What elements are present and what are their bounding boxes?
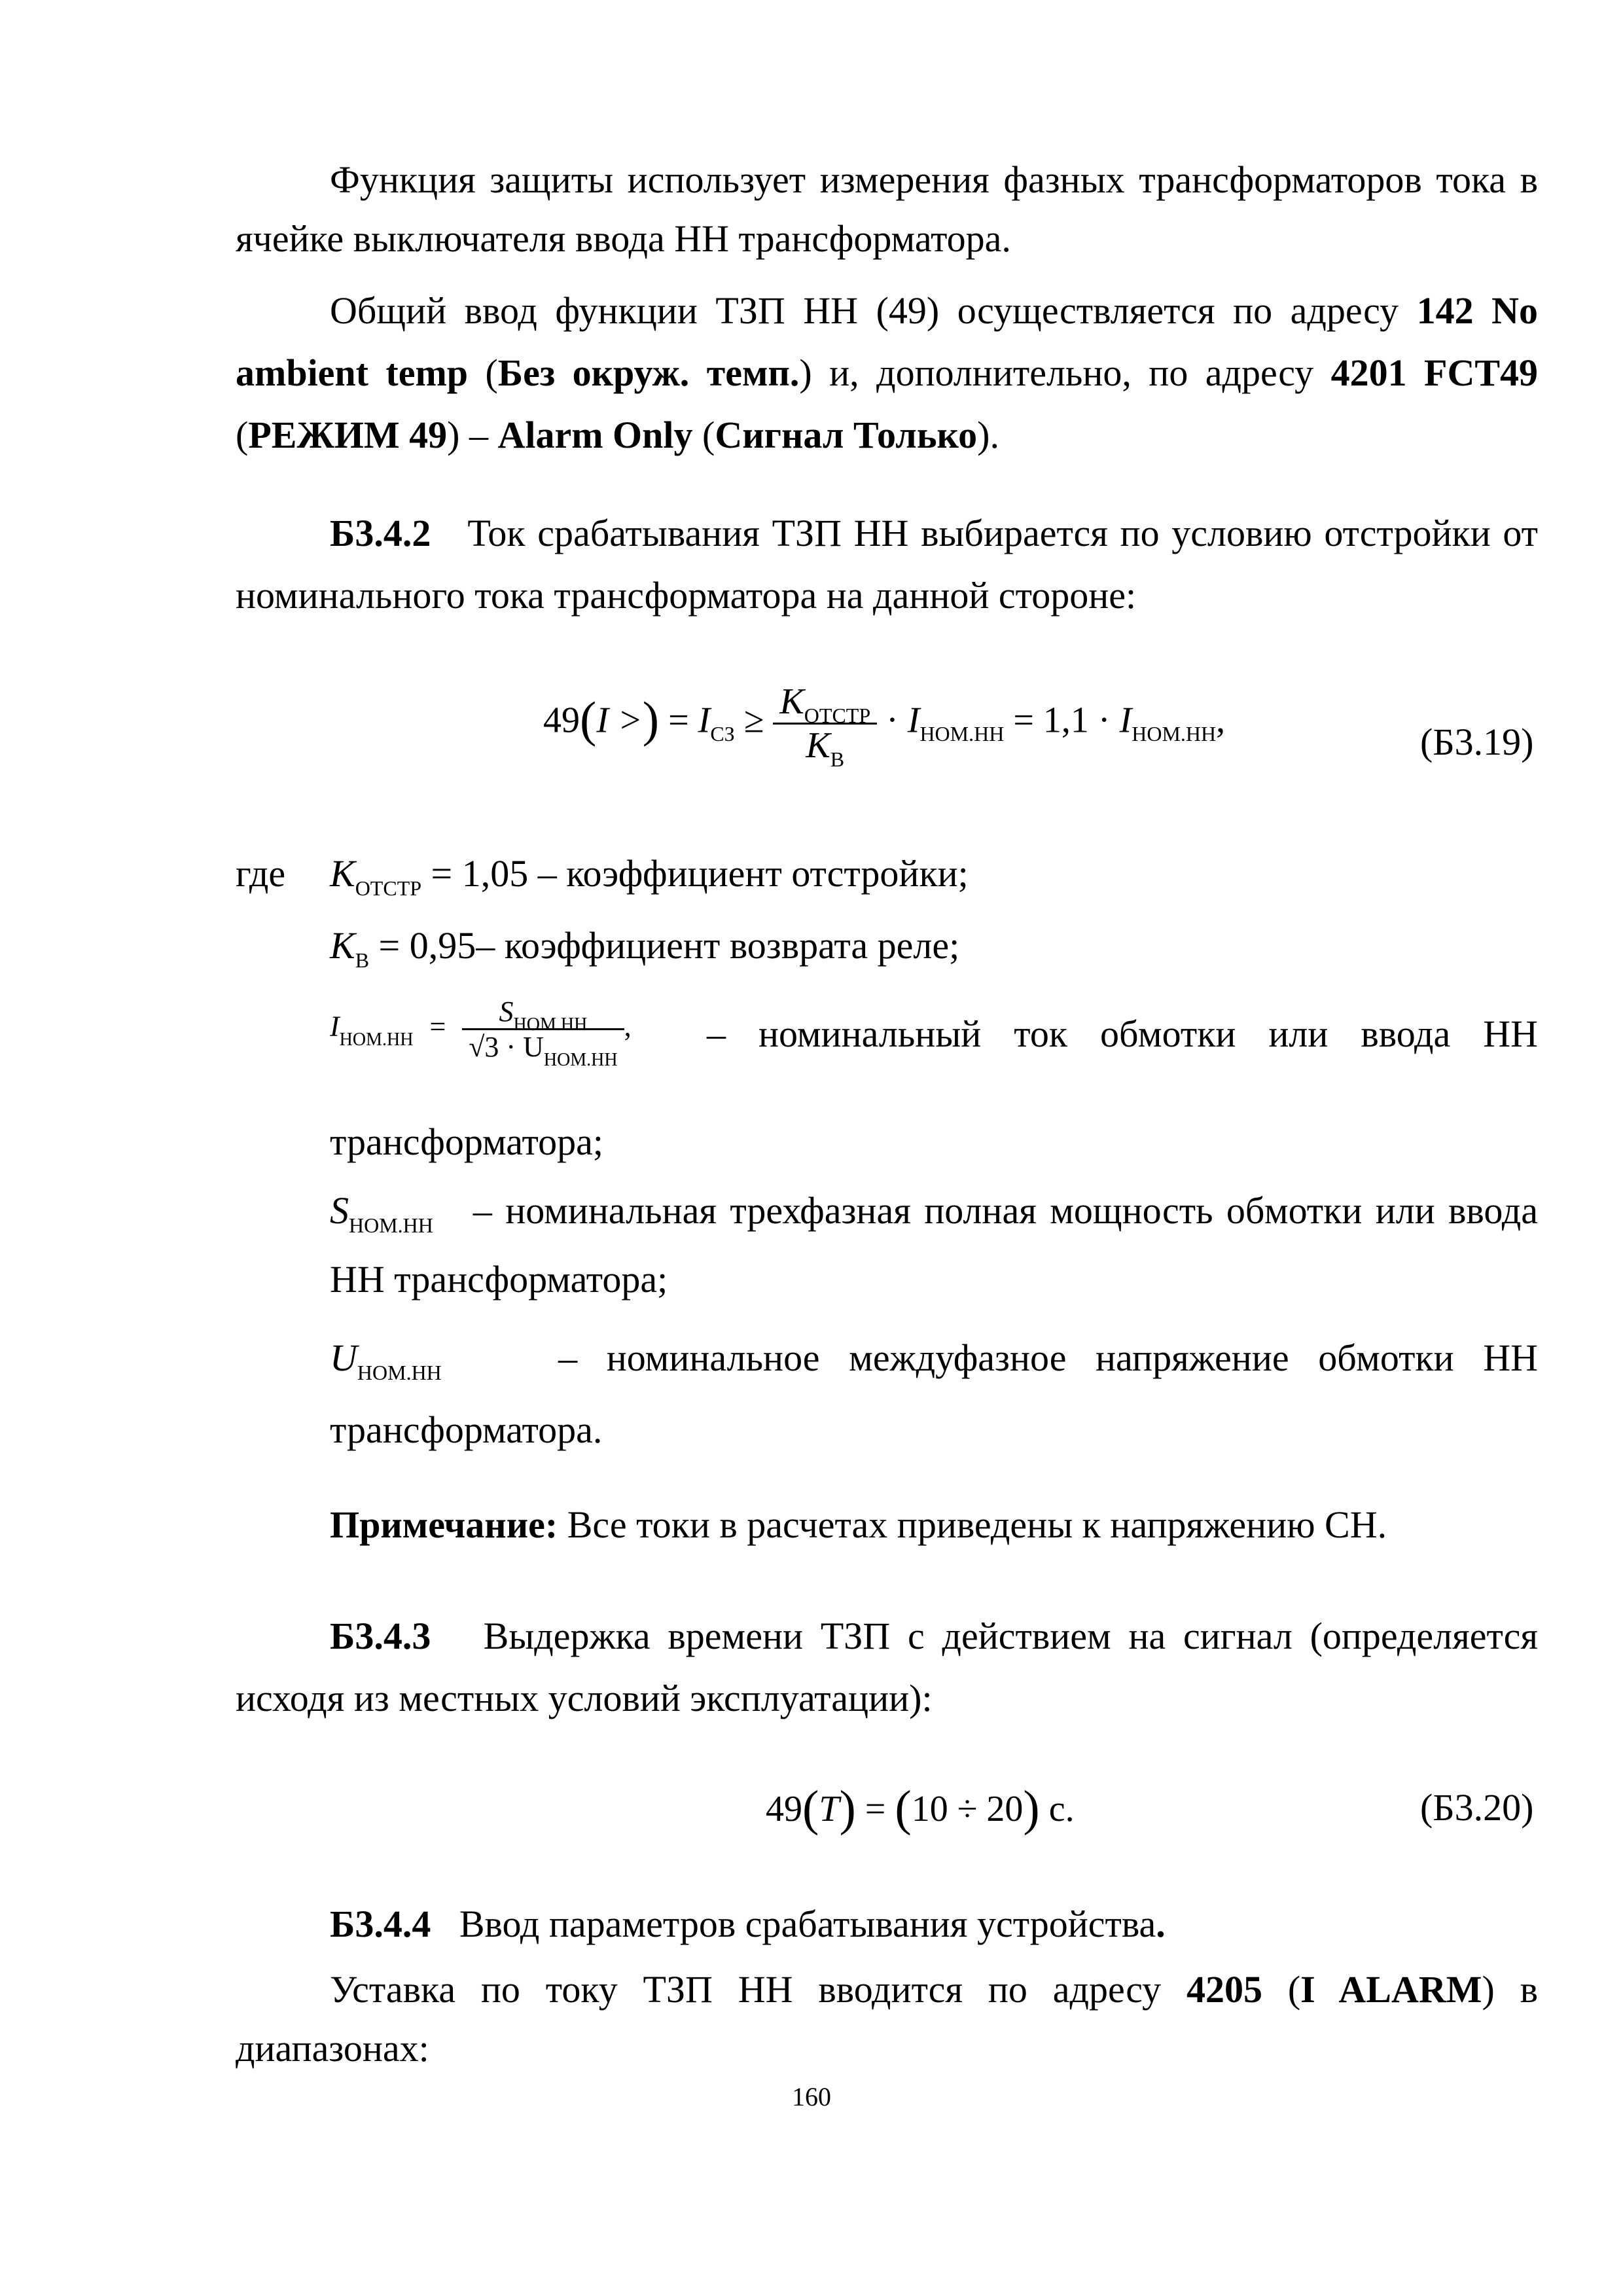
i-nom-s-symbol: S <box>499 996 514 1028</box>
section-343-number: Б3.4.3 <box>330 1615 431 1657</box>
paragraph-2-line-2 <box>236 350 1538 396</box>
i-nom-numerator <box>462 995 624 1035</box>
eq19-arg: I > <box>596 700 643 741</box>
p2-l3-open2: ( <box>702 414 715 456</box>
k-otstr-text: – коэффициент отстройки; <box>537 852 969 895</box>
eq20-unit: с. <box>1048 1789 1075 1829</box>
paragraph-1-line-2 <box>236 216 1011 262</box>
p2-l3-end: ). <box>977 414 999 456</box>
eq19-sub-v: В <box>830 747 845 771</box>
address-142-no: 142 No <box>1416 289 1539 332</box>
note-label: Примечание: <box>330 1503 558 1546</box>
paragraph-1-line-1 <box>236 157 1538 203</box>
eq20-range-close: ) <box>1023 1781 1040 1836</box>
last-paragraph-line-1 <box>330 1967 1538 2013</box>
eq19-comma: , <box>1216 700 1226 741</box>
rezhim-49-term: РЕЖИМ 49 <box>248 414 448 456</box>
eq19-fraction <box>773 681 877 771</box>
where-s-nom <box>330 1188 1538 1239</box>
address-4205: 4205 <box>1186 1968 1263 2011</box>
eq19-numerator <box>773 681 877 727</box>
eq20-paren-open: ( <box>802 1781 819 1836</box>
eq19-sub-otstr: ОТСТР <box>804 704 871 727</box>
address-4201-term: 4201 FCT49 <box>1330 351 1539 394</box>
eq19-k-v: K <box>806 725 830 766</box>
section-344-title: Ввод параметров срабатывания устройства <box>459 1903 1156 1945</box>
eq19-sub-nom2: НОМ.НН <box>1132 722 1217 746</box>
where-i-nom-formula <box>330 995 632 1070</box>
s-nom-symbol: S <box>330 1189 349 1232</box>
k-v-text: – коэффициент возврата реле; <box>476 924 960 967</box>
k-v-value: = 0,95 <box>378 924 476 967</box>
eq19-dot: · <box>886 700 899 741</box>
where-u-nom-2: трансформатора. <box>330 1408 603 1451</box>
where-k-v <box>330 923 959 974</box>
where-label: где <box>236 852 286 895</box>
last-p-text: Уставка по току ТЗП НН вводится по адресу <box>330 1968 1162 2011</box>
i-nom-den-text: √3 · U <box>469 1031 544 1063</box>
eq19-i-nom2: I <box>1119 700 1132 741</box>
note-line <box>330 1502 1387 1548</box>
k-v-symbol: K <box>330 924 355 967</box>
eq19-i-sz: I <box>698 700 711 741</box>
bez-okruzh-term: Без окруж. темп. <box>497 351 800 394</box>
p1-line1-text: Функция защиты использует измерения фазных трансформаторов тока в <box>330 158 1538 201</box>
p2-paren-open: ( <box>485 351 498 394</box>
i-nom-sub: НОМ.НН <box>339 1029 414 1050</box>
s-nom-sub: НОМ.НН <box>349 1213 433 1237</box>
eq19-paren-close: ) <box>642 692 660 747</box>
section-342-number: Б3.4.2 <box>330 512 431 554</box>
last-paragraph-line-2: диапазонах: <box>236 2027 429 2070</box>
eq20-paren-close: ) <box>839 1781 856 1836</box>
eq19-ge: ≥ <box>743 700 764 741</box>
where-i-nom-text-2: трансформатора; <box>330 1121 603 1163</box>
section-342-line-1 <box>330 511 1538 556</box>
eq20-arg: T <box>819 1789 840 1829</box>
k-otstr-value: = 1,05 <box>431 852 529 895</box>
alarm-only-term: Alarm Only <box>497 414 693 456</box>
i-nom-description: – номинальный ток обмотки или ввода НН <box>707 1013 1538 1055</box>
p1-line2-text: ячейке выключателя ввода НН трансформатора. <box>236 217 1011 260</box>
paragraph-2-line-1 <box>330 288 1538 334</box>
eq19-prefix: 49 <box>543 700 580 741</box>
section-344-heading <box>330 1901 1166 1947</box>
eq19-paren-open: ( <box>580 692 597 747</box>
where-k-otstr <box>330 851 969 902</box>
i-alarm-term: I ALARM <box>1300 1968 1482 2011</box>
eq20-range: 10 ÷ 20 <box>911 1789 1024 1829</box>
eq19-sub-sz: СЗ <box>710 722 735 746</box>
where-u-nom <box>330 1335 1538 1386</box>
eq20-equals: = <box>865 1789 886 1829</box>
last-p-open: ( <box>1287 1968 1301 2011</box>
k-otstr-sub: ОТСТР <box>355 876 422 900</box>
note-text: Все токи в расчетах приведены к напряжению СН. <box>567 1503 1387 1546</box>
p2-line2-text: ) и, дополнительно, по адресу <box>799 351 1314 394</box>
u-nom-sub: НОМ.НН <box>357 1361 442 1384</box>
u-nom-symbol: U <box>330 1336 357 1379</box>
s-nom-text: – номинальная трехфазная полная мощность обмотки или ввода <box>473 1189 1538 1232</box>
eq19-equals-coef: = 1,1 · <box>1013 700 1111 741</box>
equation-b3-19 <box>543 681 1226 771</box>
p2-line1-text: Общий ввод функции ТЗП НН (49) осуществляется по адресу <box>330 289 1399 332</box>
paragraph-2-line-3 <box>236 412 999 458</box>
section-344-number: Б3.4.4 <box>330 1903 431 1945</box>
section-342-line-2 <box>236 573 1136 619</box>
k-otstr-symbol: K <box>330 852 355 895</box>
section-344-dot: . <box>1156 1903 1166 1945</box>
last-p-end: ) в <box>1482 1968 1538 2011</box>
equation-number-b3-20: (Б3.20) <box>1420 1786 1534 1829</box>
equation-b3-20 <box>766 1780 1075 1837</box>
i-nom-den-sub: НОМ.НН <box>543 1050 618 1070</box>
eq19-k-otstr: K <box>779 681 804 722</box>
eq20-range-open: ( <box>895 1781 912 1836</box>
k-v-sub: В <box>355 948 370 972</box>
where-i-nom-text <box>707 1011 1538 1057</box>
eq20-prefix: 49 <box>766 1789 802 1829</box>
u-nom-text: – номинальное междуфазное напряжение обмотки НН <box>558 1336 1538 1379</box>
signal-tolko-term: Сигнал Только <box>715 414 978 456</box>
p2-l3-mid: ) – <box>447 414 488 456</box>
i-nom-equals: = <box>429 1010 446 1043</box>
p2-l3-open: ( <box>236 414 249 456</box>
eq19-sub-nom1: НОМ.НН <box>919 722 1005 746</box>
eq19-i-nom1: I <box>907 700 920 741</box>
ambient-temp-term: ambient temp <box>236 351 469 394</box>
eq19-equals: = <box>668 700 689 741</box>
i-nom-symbol: I <box>330 1010 340 1043</box>
section-343-text: Выдержка времени ТЗП с действием на сигнал (определяется <box>483 1615 1539 1657</box>
section-342-text-2: номинального тока трансформатора на данной стороне: <box>236 574 1137 617</box>
i-nom-s-sub: НОМ.НН <box>513 1014 588 1035</box>
page-number: 160 <box>792 2082 831 2111</box>
section-343-line-1 <box>330 1613 1538 1659</box>
equation-number-b3-19: (Б3.19) <box>1420 721 1534 763</box>
i-nom-comma: , <box>624 1010 632 1043</box>
section-342-text: Ток срабатывания ТЗП НН выбирается по условию отстройки от <box>467 512 1539 554</box>
section-343-line-2: исходя из местных условий эксплуатации): <box>236 1677 933 1719</box>
where-s-nom-2: НН трансформатора; <box>330 1258 668 1300</box>
i-nom-fraction <box>462 995 624 1070</box>
eq19-denominator <box>773 723 877 771</box>
